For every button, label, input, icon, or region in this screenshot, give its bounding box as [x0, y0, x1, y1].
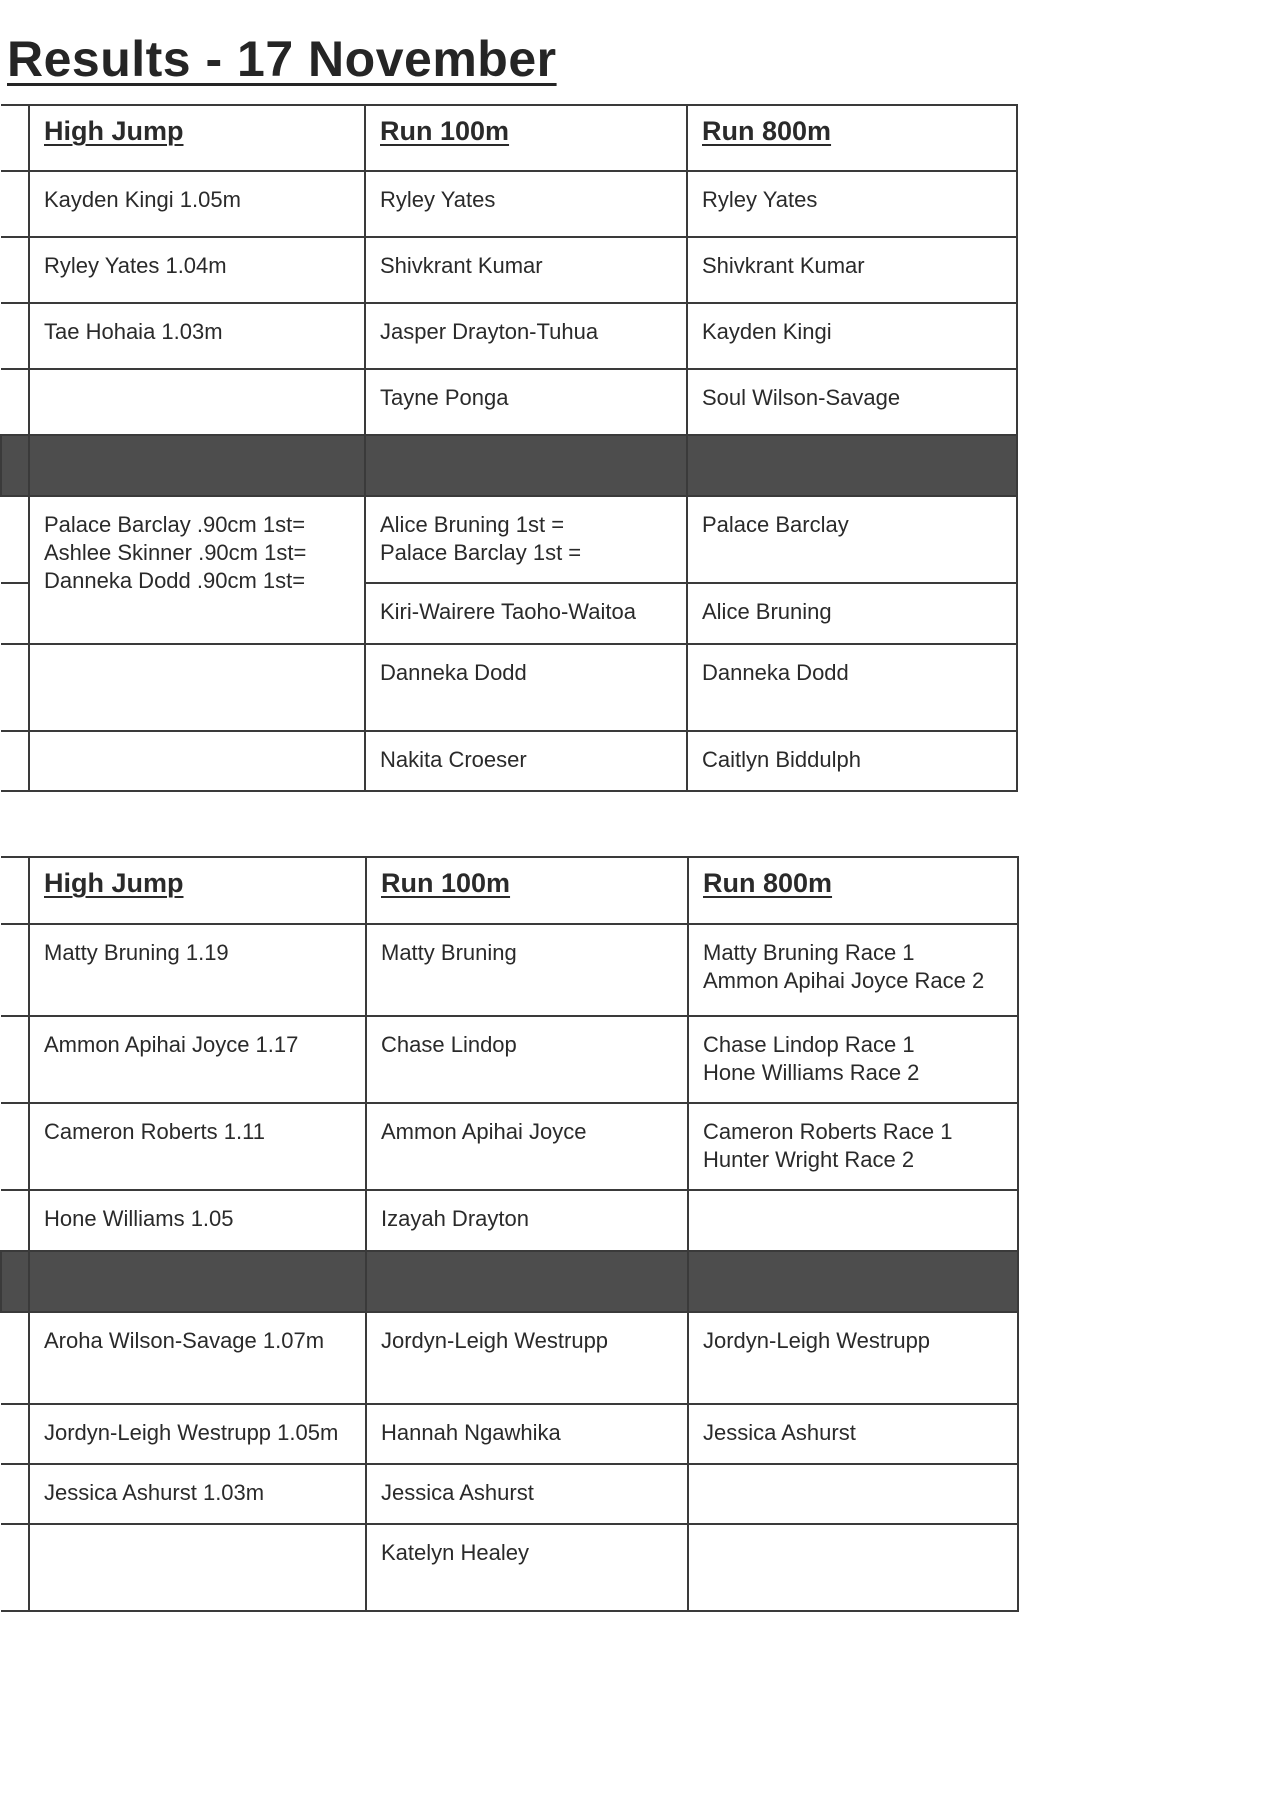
cell-run-800m [688, 1016, 1018, 1103]
separator-cell [29, 1251, 366, 1312]
row-edge [1, 171, 29, 237]
cell-run-100m [366, 1404, 688, 1464]
cell-text: Jessica Ashurst 1.03m [44, 1480, 265, 1505]
cell-high-jump [29, 237, 365, 303]
cell-text: Tae Hohaia 1.03m [44, 319, 223, 344]
cell-text: Matty Bruning [381, 940, 517, 965]
cell-text: Cameron Roberts 1.11 [44, 1119, 265, 1144]
cell-text: Matty Bruning Race 1 Ammon Apihai Joyce Race 2 [703, 940, 985, 993]
header-run-100m [366, 857, 688, 924]
cell-text: Jessica Ashurst [703, 1420, 856, 1445]
cell-text: Ryley Yates [702, 187, 818, 212]
cell-text: Ryley Yates [380, 187, 496, 212]
cell-high-jump [29, 1190, 366, 1251]
header-label: High Jump [44, 868, 184, 898]
separator-cell [365, 435, 687, 496]
header-run-800m [687, 105, 1017, 171]
row-edge [1, 1312, 29, 1404]
cell-run-100m [366, 1524, 688, 1611]
row-edge [1, 1464, 29, 1524]
cell-text: Ammon Apihai Joyce 1.17 [44, 1032, 299, 1057]
cell-text: Jordyn-Leigh Westrupp [381, 1328, 609, 1353]
cell-text: Jasper Drayton-Tuhua [380, 319, 599, 344]
cell-text: Kayden Kingi [702, 319, 832, 344]
separator-cell [687, 435, 1017, 496]
cell-run-100m [366, 1464, 688, 1524]
row-edge [1, 731, 29, 791]
cell-run-100m [365, 369, 687, 435]
cell-run-100m [366, 1190, 688, 1251]
cell-run-100m [365, 171, 687, 237]
cell-run-800m [687, 731, 1017, 791]
cell-text: Hannah Ngawhika [381, 1420, 561, 1445]
header-run-100m [365, 105, 687, 171]
header-label: Run 100m [380, 116, 510, 146]
cell-run-800m [687, 303, 1017, 369]
table-row [1, 1464, 1018, 1524]
cell-text: Soul Wilson-Savage [702, 385, 901, 410]
cell-high-jump [29, 1103, 366, 1190]
cell-text: Alice Bruning 1st = Palace Barclay 1st = [380, 512, 582, 565]
separator-cell [1, 435, 29, 496]
cell-run-800m [687, 644, 1017, 731]
table-row [1, 369, 1017, 435]
cell-text: Caitlyn Biddulph [702, 747, 861, 772]
cell-run-800m [687, 583, 1017, 644]
cell-text: Palace Barclay .90cm 1st= Ashlee Skinner .90cm 1st= Danneka Dodd .90cm 1st= [44, 512, 307, 593]
cell-text: Nakita Croeser [380, 747, 527, 772]
cell-text: Cameron Roberts Race 1 Hunter Wright Race 2 [703, 1119, 953, 1172]
cell-run-800m [688, 1404, 1018, 1464]
cell-run-100m [366, 1312, 688, 1404]
cell-run-100m [365, 583, 687, 644]
cell-high-jump [29, 731, 365, 791]
table-row [1, 1103, 1018, 1190]
separator-cell [366, 1251, 688, 1312]
table-row [1, 1404, 1018, 1464]
cell-run-800m [688, 1524, 1018, 1611]
separator-row [1, 1251, 1018, 1312]
cell-run-100m [366, 1103, 688, 1190]
cell-run-800m [687, 369, 1017, 435]
row-edge [1, 924, 29, 1016]
separator-cell [1, 1251, 29, 1312]
cell-text: Katelyn Healey [381, 1540, 529, 1565]
header-label: Run 100m [381, 868, 511, 898]
table-row [1, 1312, 1018, 1404]
cell-text: Matty Bruning 1.19 [44, 940, 229, 965]
header-label: High Jump [44, 116, 184, 146]
cell-high-jump [29, 369, 365, 435]
cell-high-jump [29, 924, 366, 1016]
cell-high-jump [29, 1312, 366, 1404]
cell-text: Jordyn-Leigh Westrupp [703, 1328, 931, 1353]
row-edge [1, 1103, 29, 1190]
row-edge [1, 496, 29, 583]
separator-cell [29, 435, 365, 496]
cell-high-jump [29, 171, 365, 237]
cell-run-800m [688, 1190, 1018, 1251]
table-row [1, 731, 1017, 791]
row-edge [1, 369, 29, 435]
cell-high-jump [29, 644, 365, 731]
cell-high-jump [29, 1464, 366, 1524]
row-edge [1, 1190, 29, 1251]
cell-run-800m [687, 237, 1017, 303]
row-edge [1, 1404, 29, 1464]
cell-text: Palace Barclay [702, 512, 849, 537]
row-edge [1, 857, 29, 924]
row-edge [1, 1524, 29, 1611]
cell-text: Kiri-Wairere Taoho-Waitoa [380, 599, 636, 624]
cell-text: Ammon Apihai Joyce [381, 1119, 587, 1144]
cell-high-jump [29, 1404, 366, 1464]
cell-text: Izayah Drayton [381, 1206, 529, 1231]
table-row [1, 303, 1017, 369]
cell-run-800m [687, 496, 1017, 583]
cell-text: Alice Bruning [702, 599, 832, 624]
header-run-800m [688, 857, 1018, 924]
cell-text: Chase Lindop [381, 1032, 517, 1057]
table-row [1, 1190, 1018, 1251]
cell-run-100m [365, 496, 687, 583]
cell-run-800m [688, 1464, 1018, 1524]
cell-text: Tayne Ponga [380, 385, 509, 410]
table-row [1, 237, 1017, 303]
cell-run-100m [366, 1016, 688, 1103]
cell-text: Shivkrant Kumar [702, 253, 865, 278]
cell-run-100m [365, 303, 687, 369]
cell-text: Ryley Yates 1.04m [44, 253, 227, 278]
cell-text: Jessica Ashurst [381, 1480, 534, 1505]
table-row [1, 496, 1017, 583]
header-high-jump [29, 105, 365, 171]
cell-run-800m [688, 1312, 1018, 1404]
cell-run-800m [687, 171, 1017, 237]
table-row [1, 1524, 1018, 1611]
cell-run-800m [688, 924, 1018, 1016]
cell-high-jump [29, 1524, 366, 1611]
row-edge [1, 105, 29, 171]
cell-text: Hone Williams 1.05 [44, 1206, 234, 1231]
row-edge [1, 1016, 29, 1103]
table-header-row [1, 857, 1018, 924]
separator-cell [688, 1251, 1018, 1312]
header-high-jump [29, 857, 366, 924]
cell-high-jump [29, 1016, 366, 1103]
cell-run-800m [688, 1103, 1018, 1190]
cell-text: Kayden Kingi 1.05m [44, 187, 241, 212]
cell-high-jump [29, 303, 365, 369]
results-table-2 [0, 856, 1019, 1612]
cell-text: Jordyn-Leigh Westrupp 1.05m [44, 1420, 339, 1445]
row-edge [1, 583, 29, 644]
row-edge [1, 303, 29, 369]
table-header-row [1, 105, 1017, 171]
header-label: Run 800m [703, 868, 833, 898]
cell-run-100m [365, 237, 687, 303]
results-table-1 [0, 104, 1018, 792]
cell-high-jump [29, 496, 365, 644]
cell-text: Chase Lindop Race 1 Hone Williams Race 2 [703, 1032, 920, 1085]
cell-text: Shivkrant Kumar [380, 253, 543, 278]
row-edge [1, 644, 29, 731]
table-row [1, 1016, 1018, 1103]
table-row [1, 644, 1017, 731]
cell-text: Aroha Wilson-Savage 1.07m [44, 1328, 325, 1353]
header-label: Run 800m [702, 116, 832, 146]
cell-run-100m [366, 924, 688, 1016]
page-title: Results - 17 November [7, 31, 557, 87]
cell-text: Danneka Dodd [380, 660, 527, 685]
cell-run-100m [365, 644, 687, 731]
cell-text: Danneka Dodd [702, 660, 849, 685]
cell-run-100m [365, 731, 687, 791]
table-row [1, 171, 1017, 237]
table-row [1, 924, 1018, 1016]
row-edge [1, 237, 29, 303]
separator-row [1, 435, 1017, 496]
